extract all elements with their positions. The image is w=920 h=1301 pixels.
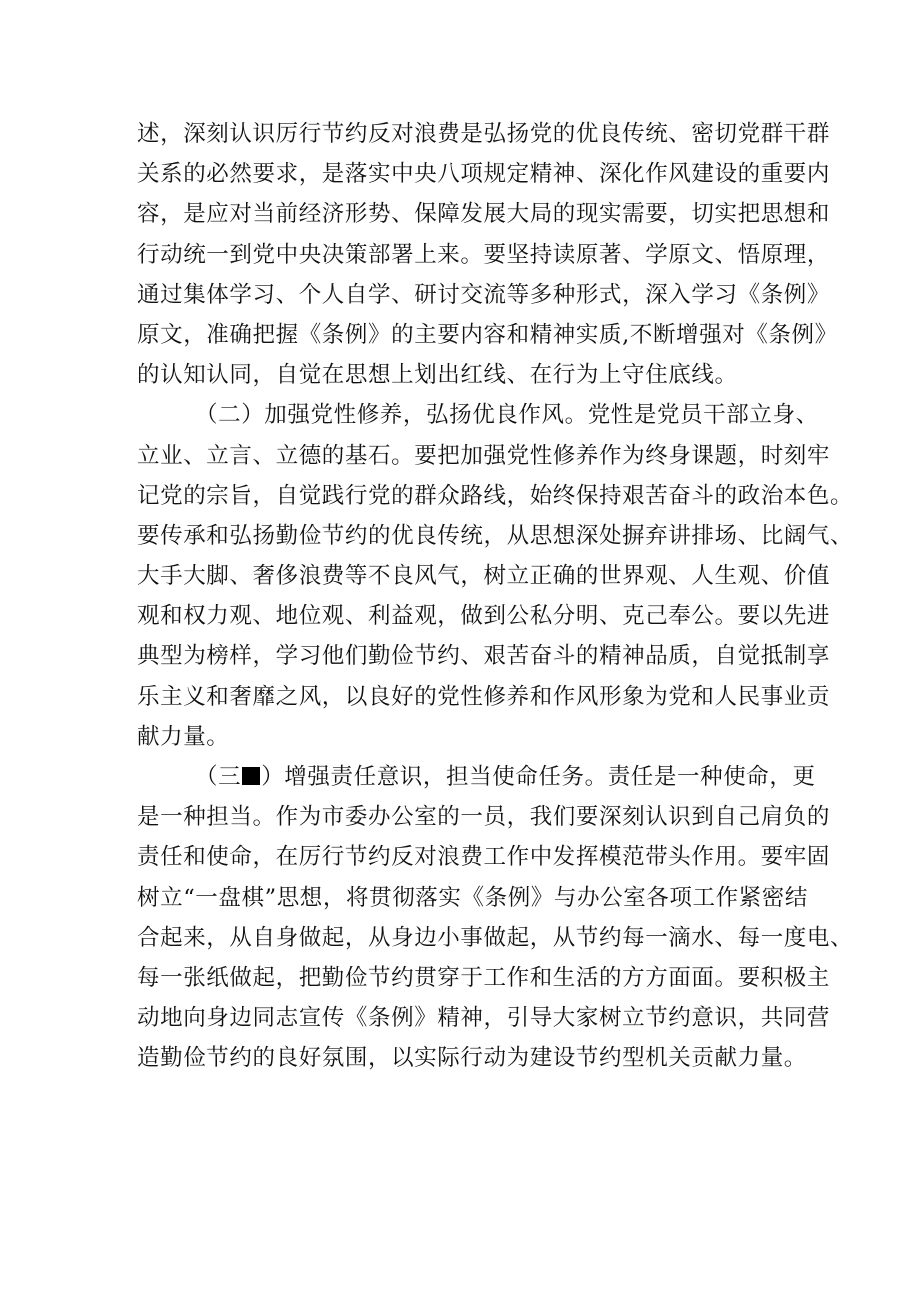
paragraph-line: 树立“一盘棋”思想，将贯彻落实《条例》与办公室各项工作紧密结: [137, 884, 809, 911]
paragraph-1: [137, 114, 838, 395]
paragraph-2: [137, 395, 854, 757]
paragraph-line: 的认知认同，自觉在思想上划出红线、在行为上守住底线。: [137, 362, 738, 389]
redaction-block: [242, 767, 260, 785]
paragraph-line: 述，深刻认识厉行节约反对浪费是弘扬党的优良传统、密切党群干群: [137, 121, 831, 147]
paragraph-line: 合起来，从自身做起，从身边小事做起，从节约每一滴水、每一度电、: [137, 924, 854, 951]
paragraph-line: 关系的必然要求，是落实中央八项规定精神、深化作风建设的重要内: [137, 161, 831, 188]
paragraph-line: 造勤俭节约的良好氛围，以实际行动为建设节约型机关贡献力量。: [137, 1045, 807, 1072]
paragraph-line: 乐主义和奢靡之风，以良好的党性修养和作风形象为党和人民事业贡: [137, 683, 831, 710]
paragraph-line: 每一张纸做起，把勤俭节约贯穿于工作和生活的方方面面。要积极主: [137, 964, 831, 991]
paragraph-line: 献力量。: [137, 723, 230, 750]
paragraph-line: 是一种担当。作为市委办公室的一员，我们要深刻认识到自己肩负的: [137, 804, 831, 831]
paragraph-line: 观和权力观、地位观、利益观，做到公私分明、克己奉公。要以先进: [137, 603, 831, 630]
heading-suffix: ）增强责任意识，担当使命任务。责任是一种使命，更: [261, 764, 816, 790]
paragraph-line: 动地向身边同志宣传《条例》精神，引导大家树立节约意识，共同营: [137, 1005, 831, 1032]
paragraph-line: [137, 757, 816, 797]
paragraph-line: 责任和使命，在厉行节约反对浪费工作中发挥模范带头作用。要牢固: [137, 844, 831, 871]
paragraph-line: 容，是应对当前经济形势、保障发展大局的现实需要，切实把思想和: [137, 201, 831, 228]
paragraph-line: 行动统一到党中央决策部署上来。要坚持读原著、学原文、悟原理，: [137, 241, 831, 268]
paragraph-3: [137, 757, 854, 1079]
heading-prefix: （三: [195, 764, 242, 790]
paragraph-line: 大手大脚、奢侈浪费等不良风气，树立正确的世界观、人生观、价值: [137, 563, 831, 590]
paragraph-line: （二）加强党性修养，弘扬优良作风。党性是党员干部立身、: [195, 402, 819, 429]
document-body: [137, 114, 854, 1079]
paragraph-line: 要传承和弘扬勤俭节约的优良传统，从思想深处摒弃讲排场、比阔气、: [137, 522, 854, 549]
paragraph-line: 通过集体学习、个人自学、研讨交流等多种形式，深入学习《条例》: [137, 281, 831, 308]
paragraph-line: 记党的宗旨，自觉践行党的群众路线，始终保持艰苦奋斗的政治本色。: [137, 482, 854, 509]
paragraph-line: 立业、立言、立德的基石。要把加强党性修养作为终身课题，时刻牢: [137, 442, 831, 469]
paragraph-line: 典型为榜样，学习他们勤俭节约、艰苦奋斗的精神品质，自觉抵制享: [137, 643, 831, 670]
paragraph-line: 原文，准确把握《条例》的主要内容和精神实质,不断增强对《条例》: [137, 321, 838, 348]
